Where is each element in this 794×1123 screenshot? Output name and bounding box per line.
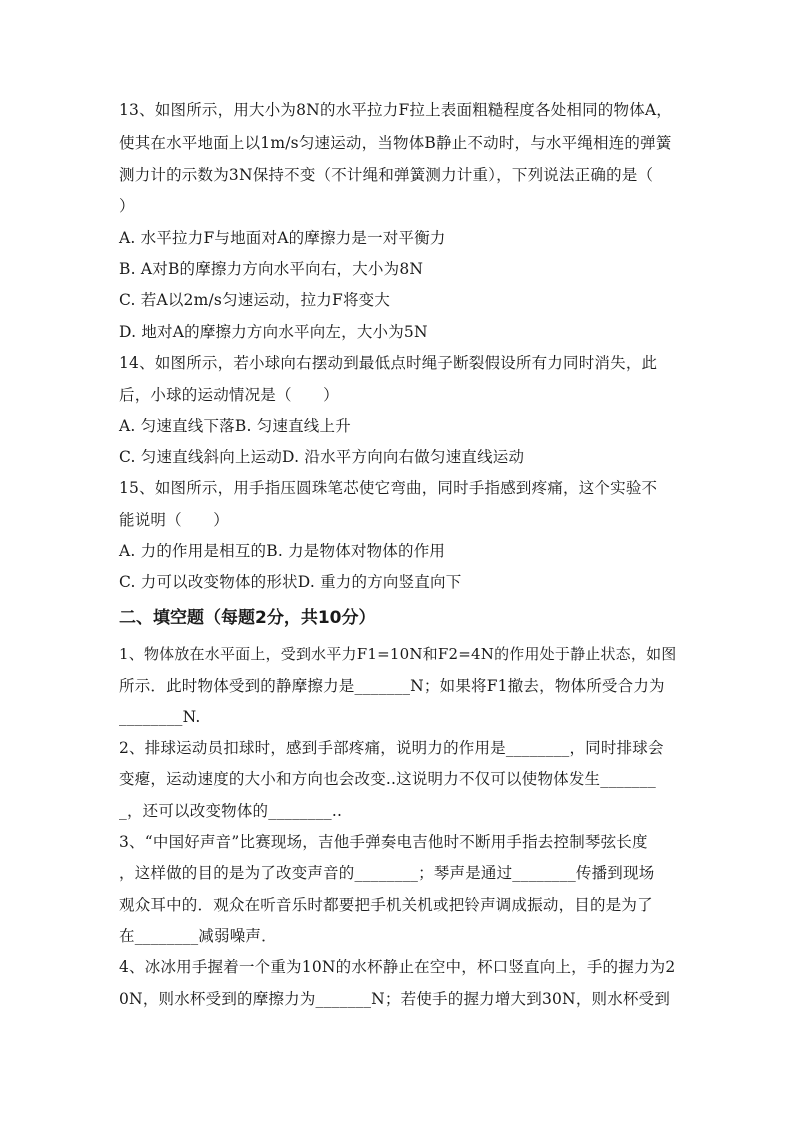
fill-q3-line-1: 3、“中国好声音”比赛现场，吉他手弹奏电吉他时不断用手指去控制琴弦长度 — [119, 833, 648, 851]
fill-q1-line-1: 1、物体放在水平面上，受到水平力F1=10N和F2=4N的作用处于静止状态，如图 — [119, 645, 677, 663]
q13-line-2: 使其在水平地面上以1m/s匀速运动，当物体B静止不动时，与水平绳相连的弹簧 — [119, 134, 672, 152]
fill-q1-line-3: ________N. — [119, 708, 201, 726]
q13-option-a: A. 水平拉力F与地面对A的摩擦力是一对平衡力 — [119, 229, 446, 247]
q13-line-3: 测力计的示数为3N保持不变（不计绳和弹簧测力计重），下列说法正确的是（ — [119, 166, 654, 184]
fill-q2-line-2: 变瘪，运动速度的大小和方向也会改变..这说明力不仅可以使物体发生_______ — [119, 770, 656, 788]
fill-q3-line-3: 观众耳中的．观众在听音乐时都要把手机关机或把铃声调成振动，目的是为了 — [119, 896, 653, 914]
q13-option-b: B. A对B的摩擦力方向水平向右，大小为8N — [119, 260, 424, 278]
fill-q1-line-2: 所示．此时物体受到的静摩擦力是_______N；如果将F1撤去，物体所受合力为 — [119, 677, 665, 695]
q13-option-d: D. 地对A的摩擦力方向水平向左，大小为5N — [119, 323, 428, 341]
q15-options-cd: C. 力可以改变物体的形状D. 重力的方向竖直向下 — [119, 573, 462, 591]
fill-q3-line-4: 在________减弱噪声． — [119, 927, 277, 945]
fill-q2-line-1: 2、排球运动员扣球时，感到手部疼痛，说明力的作用是________，同时排球会 — [119, 739, 664, 757]
q14-options-ab: A. 匀速直线下落B. 匀速直线上升 — [119, 417, 351, 435]
section-heading: 二、填空题（每题2分，共10分） — [119, 608, 376, 628]
q13-line-1: 13、如图所示，用大小为8N的水平拉力F拉上表面粗糙程度各处相同的物体A， — [119, 101, 672, 119]
q14-line-2: 后，小球的运动情况是（ ） — [119, 386, 339, 404]
q13-option-c: C. 若A以2m/s匀速运动，拉力F将变大 — [119, 291, 391, 309]
q15-line-2: 能说明（ ） — [119, 511, 229, 529]
fill-q2-line-3: _，还可以改变物体的________.. — [119, 802, 343, 820]
q15-options-ab: A. 力的作用是相互的B. 力是物体对物体的作用 — [119, 542, 446, 560]
q13-line-4: ） — [119, 197, 135, 215]
q15-line-1: 15、如图所示，用手指压圆珠笔芯使它弯曲，同时手指感到疼痛，这个实验不 — [119, 479, 658, 497]
fill-q4-line-2: 0N，则水杯受到的摩擦力为_______N；若使手的握力增大到30N，则水杯受到 — [119, 990, 671, 1008]
fill-q3-line-2: ，这样做的目的是为了改变声音的________；琴声是通过________传播到现场 — [119, 864, 655, 882]
q14-options-cd: C. 匀速直线斜向上运动D. 沿水平方向向右做匀速直线运动 — [119, 448, 525, 466]
q14-line-1: 14、如图所示，若小球向右摆动到最低点时绳子断裂假设所有力同时消失，此 — [119, 354, 658, 372]
fill-q4-line-1: 4、冰冰用手握着一个重为10N的水杯静止在空中，杯口竖直向上，手的握力为2 — [119, 958, 676, 976]
